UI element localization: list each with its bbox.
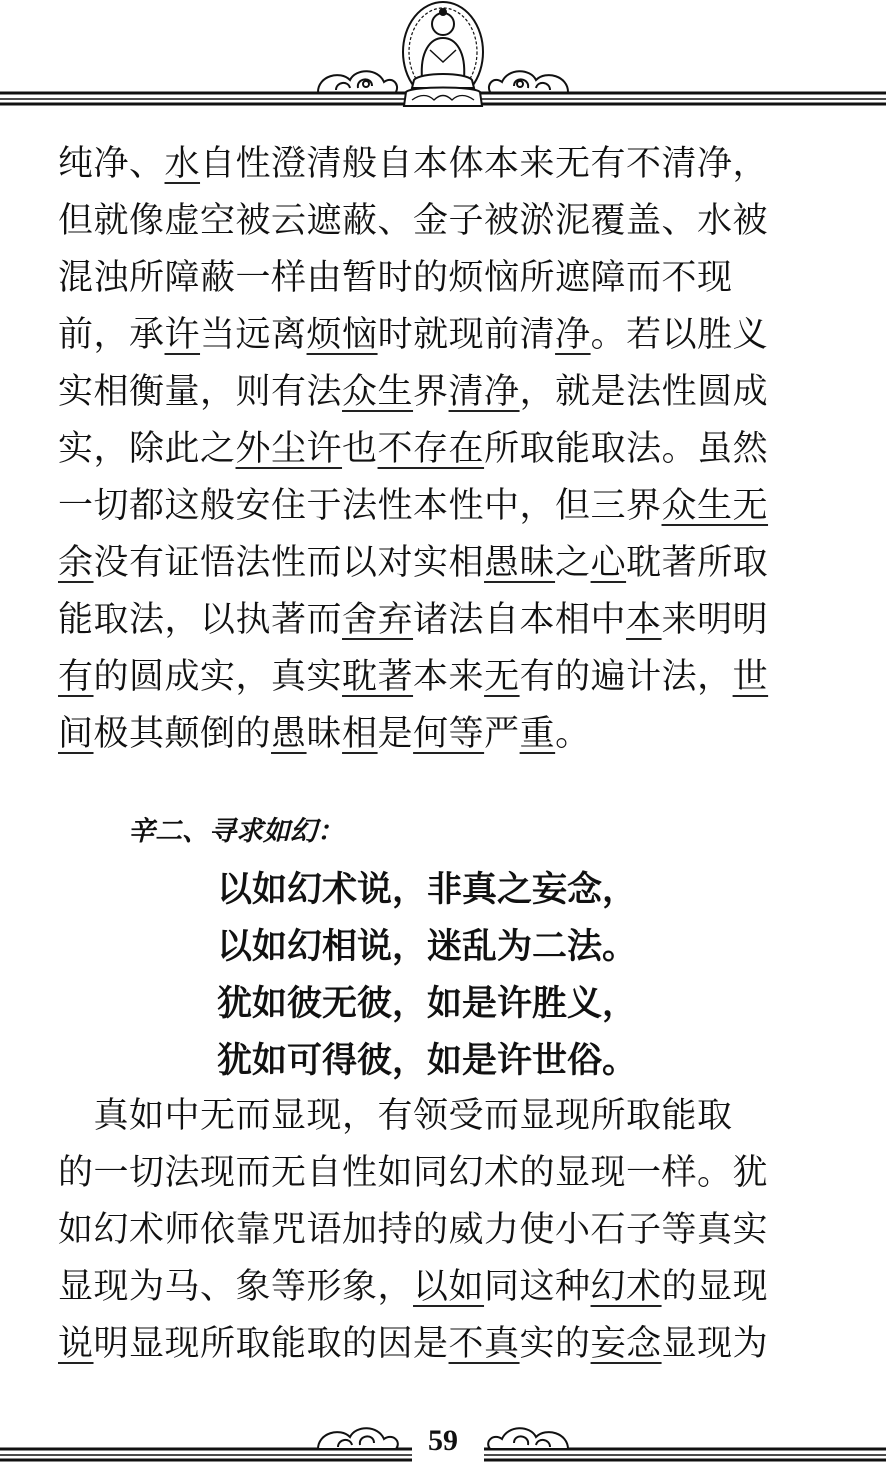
verse-line: 以如幻相说，迷乱为二法。 — [217, 927, 638, 967]
underlined-text: 愚 — [271, 714, 307, 754]
verse-line: 以如幻术说，非真之妄念， — [217, 870, 638, 910]
text-segment: 同这种 — [484, 1267, 591, 1307]
underlined-text: 清净 — [448, 372, 520, 412]
text-segment: 混浊所障蔽一样由暂时的烦恼所遮障而不现 — [58, 258, 733, 298]
text-line — [58, 250, 848, 307]
text-segment: 所取能取法。虽然 — [484, 429, 769, 469]
text-segment: 耽著所取 — [626, 543, 769, 583]
text-line — [58, 193, 848, 250]
text-segment: 前，承 — [58, 315, 165, 355]
text-line — [58, 478, 848, 535]
text-segment: 实相衡量，则有法 — [58, 372, 343, 412]
underlined-text: 净 — [555, 315, 591, 355]
text-line — [58, 136, 848, 193]
text-segment: 昧 — [306, 714, 343, 754]
verse-block — [217, 862, 777, 1090]
cloud-scroll-left-icon — [318, 71, 397, 92]
text-segment: 。 — [555, 714, 591, 754]
text-line — [58, 421, 848, 478]
underlined-text: 说 — [58, 1324, 94, 1364]
underlined-text: 许 — [164, 315, 201, 355]
underlined-text: 愚昧 — [484, 543, 556, 583]
paragraph-2 — [58, 1088, 848, 1373]
underlined-text: 无 — [484, 657, 520, 697]
text-segment: 。若以胜义 — [590, 315, 769, 355]
underlined-text: 不存在 — [377, 429, 485, 469]
underlined-text: 妄念 — [590, 1324, 662, 1364]
underlined-text: 世 — [732, 657, 769, 697]
cloud-scroll-right-icon — [489, 71, 568, 92]
underlined-text: 舍弃 — [342, 600, 414, 640]
text-segment: 如幻术师依靠咒语加持的威力使小石子等真实 — [58, 1210, 769, 1250]
underlined-text: 相 — [342, 714, 378, 754]
text-segment: 实，除此之 — [58, 429, 236, 469]
text-segment: 有的遍计法， — [519, 657, 733, 697]
text-segment: 极其颠倒的 — [93, 714, 272, 754]
page-number: 59 — [428, 1424, 458, 1457]
underlined-text: 重 — [519, 714, 556, 754]
underlined-text: 耽著 — [342, 657, 414, 697]
text-segment: 明显现所取能取的因是 — [93, 1324, 449, 1364]
verse-line: 犹如可得彼，如是许世俗。 — [217, 1041, 638, 1081]
text-segment: 真如中无而显现，有领受而显现所取能取 — [58, 1096, 733, 1136]
text-segment: 但就像虚空被云遮蔽、金子被淤泥覆盖、水被 — [58, 201, 769, 241]
text-segment: 是 — [377, 714, 414, 754]
text-line — [58, 592, 848, 649]
text-segment: 纯净、 — [58, 144, 165, 184]
underlined-text: 余 — [58, 543, 94, 583]
text-segment: 界 — [413, 372, 449, 412]
text-segment: ，就是法性圆成 — [519, 372, 769, 412]
text-line — [58, 1145, 848, 1202]
text-segment: 实的 — [519, 1324, 591, 1364]
text-line — [58, 1088, 848, 1145]
text-line — [58, 364, 848, 421]
text-segment: 的显现 — [661, 1267, 769, 1307]
text-segment: 能取法，以执著而 — [58, 600, 343, 640]
text-segment: 严 — [484, 714, 520, 754]
text-segment: 也 — [342, 429, 378, 469]
text-segment: 显现为 — [661, 1324, 769, 1364]
paragraph-1 — [58, 136, 848, 763]
underlined-text: 本 — [626, 600, 662, 640]
text-segment: 本来 — [413, 657, 485, 697]
text-segment: 来明明 — [661, 600, 769, 640]
text-segment: 没有证悟法性而以对实相 — [93, 543, 485, 583]
text-line — [58, 307, 848, 364]
text-segment: 自性澄清般自本体本来无有不清净， — [200, 144, 769, 184]
underlined-text: 众生无 — [661, 486, 769, 526]
text-line — [58, 706, 848, 763]
text-segment: 之 — [555, 543, 591, 583]
underlined-text: 何等 — [413, 714, 485, 754]
text-segment: 一切都这般安住于法性本性中，但三界 — [58, 486, 662, 526]
text-line — [58, 1316, 848, 1373]
text-line — [58, 1259, 848, 1316]
section-heading: 辛二、寻求如幻： — [128, 816, 344, 847]
underlined-text: 心 — [590, 543, 627, 583]
text-line — [58, 649, 848, 706]
underlined-text: 不真 — [448, 1324, 520, 1364]
text-segment: 的一切法现而无自性如同幻术的显现一样。犹 — [58, 1153, 769, 1193]
text-segment: 的圆成实，真实 — [93, 657, 343, 697]
text-segment: 时就现前清 — [377, 315, 556, 355]
text-line — [58, 1202, 848, 1259]
text-segment: 显现为马、象等形象， — [58, 1267, 414, 1307]
underlined-text: 有 — [58, 657, 94, 697]
text-segment: 诸法自本相中 — [413, 600, 627, 640]
buddha-figure-icon — [403, 2, 483, 106]
verse-line: 犹如彼无彼，如是许胜义， — [217, 984, 638, 1024]
underlined-text: 众生 — [342, 372, 414, 412]
underlined-text: 间 — [58, 714, 94, 754]
text-line — [58, 535, 848, 592]
text-segment: 当远离 — [200, 315, 307, 355]
underlined-text: 外尘许 — [235, 429, 343, 469]
header-ornament — [0, 0, 886, 112]
underlined-text: 以如 — [413, 1267, 485, 1307]
underlined-text: 幻术 — [590, 1267, 662, 1307]
underlined-text: 烦恼 — [306, 315, 378, 355]
underlined-text: 水 — [164, 144, 201, 184]
